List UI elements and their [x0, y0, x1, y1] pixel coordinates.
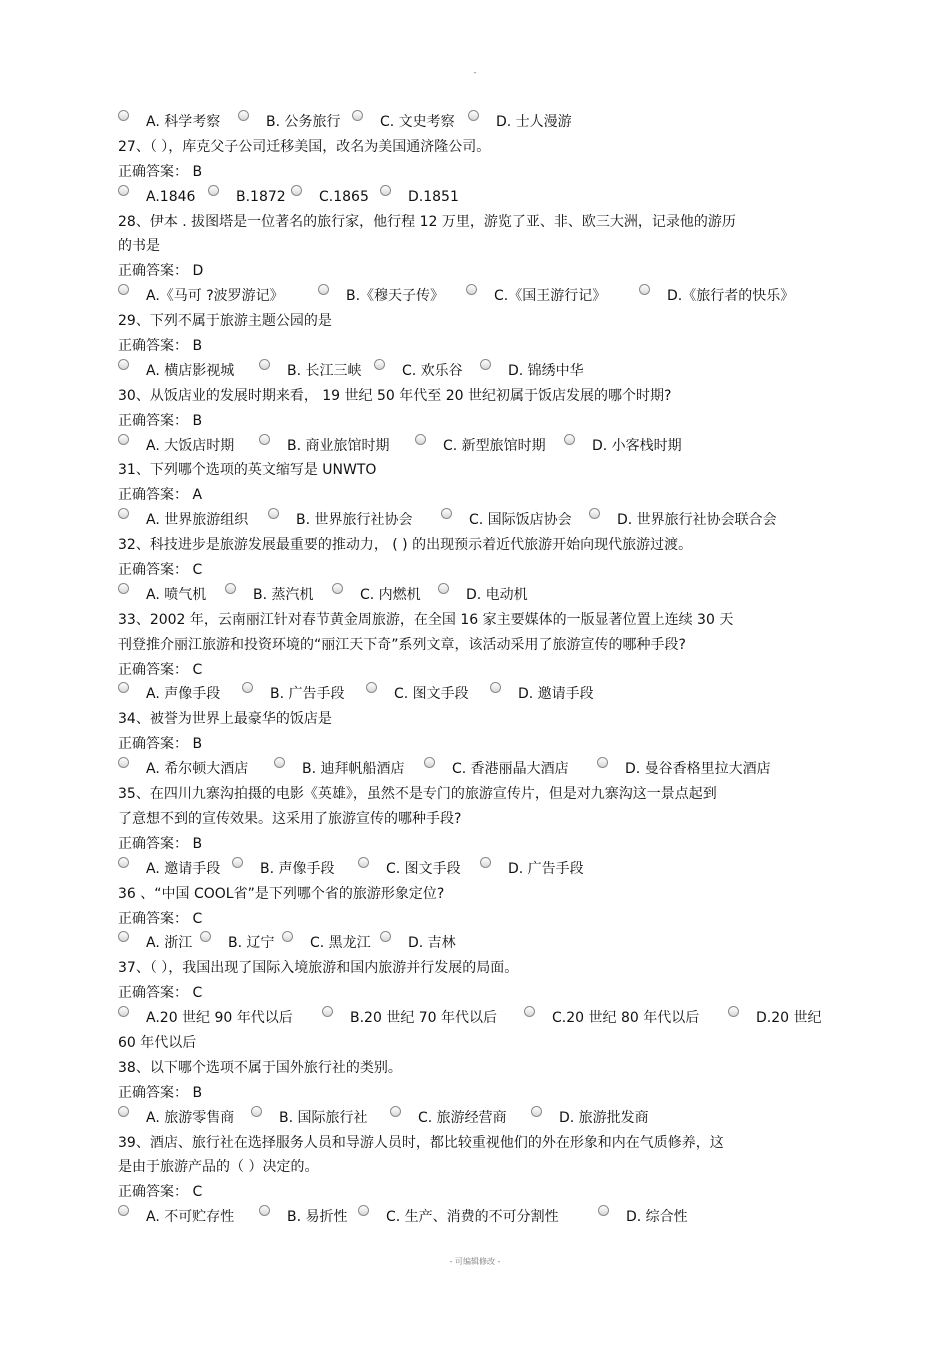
- answer-option-label: B. 国际旅行社: [279, 1109, 368, 1126]
- answer-option[interactable]: [380, 185, 459, 210]
- radio-button-icon[interactable]: [118, 682, 129, 693]
- radio-button-icon[interactable]: [597, 757, 608, 768]
- radio-button-icon[interactable]: [118, 583, 129, 594]
- question-text-line: 正确答案： B: [118, 1084, 203, 1101]
- radio-button-icon[interactable]: [118, 359, 129, 370]
- answer-option[interactable]: [597, 757, 771, 782]
- answer-option-label: C. 图文手段: [394, 686, 469, 703]
- radio-button-icon[interactable]: [480, 857, 491, 868]
- answer-option[interactable]: [438, 583, 528, 608]
- question-text-line: 正确答案： C: [118, 661, 203, 678]
- radio-button-icon[interactable]: [208, 185, 219, 196]
- answer-option-label: B. 迪拜帆船酒店: [302, 761, 405, 778]
- radio-button-icon[interactable]: [118, 931, 129, 942]
- answer-option-label: D. 锦绣中华: [508, 362, 584, 379]
- question-text-line: 是由于旅游产品的（ ）决定的。: [118, 1159, 319, 1176]
- answer-option-label: B.20 世纪 70 年代以后: [350, 1010, 498, 1027]
- answer-option-label: B.《穆天子传》: [346, 288, 445, 305]
- answer-option[interactable]: [232, 857, 335, 882]
- answer-option-label: B. 长江三峡: [287, 362, 362, 379]
- radio-button-icon[interactable]: [225, 583, 236, 594]
- answer-option-label: B. 世界旅行社协会: [296, 512, 413, 529]
- answer-option-label: D.20 世纪: [756, 1010, 822, 1027]
- radio-button-icon[interactable]: [366, 682, 377, 693]
- question-text-line: 正确答案： C: [118, 1184, 203, 1201]
- page-footer: - 可编辑修改 -: [449, 1257, 501, 1266]
- radio-button-icon[interactable]: [274, 757, 285, 768]
- answer-option-label: B. 易折性: [287, 1209, 348, 1226]
- answer-option-label: B. 广告手段: [270, 686, 345, 703]
- answer-option[interactable]: [242, 682, 345, 707]
- question-text-line: 60 年代以后: [118, 1034, 197, 1051]
- answer-option-label: D. 士人漫游: [496, 114, 572, 130]
- answer-option[interactable]: [291, 185, 369, 210]
- radio-button-icon[interactable]: [332, 583, 343, 594]
- answer-option[interactable]: [589, 508, 777, 533]
- radio-button-icon[interactable]: [118, 434, 129, 445]
- radio-button-icon[interactable]: [415, 434, 426, 445]
- answer-option[interactable]: [118, 110, 220, 135]
- radio-button-icon[interactable]: [424, 757, 435, 768]
- answer-option-label: C. 黑龙江: [310, 935, 371, 952]
- radio-button-icon[interactable]: [259, 434, 270, 445]
- answer-options-row: [118, 1106, 838, 1131]
- answer-option-label: A. 喷气机: [146, 586, 207, 603]
- answer-option[interactable]: [118, 931, 192, 956]
- radio-button-icon[interactable]: [291, 185, 302, 196]
- answer-option[interactable]: [118, 1006, 293, 1031]
- radio-button-icon[interactable]: [118, 110, 129, 121]
- question-text-line: 正确答案： B: [118, 338, 203, 355]
- radio-button-icon[interactable]: [282, 931, 293, 942]
- radio-button-icon[interactable]: [438, 583, 449, 594]
- answer-option[interactable]: [358, 857, 461, 882]
- answer-options-row: [118, 682, 838, 707]
- answer-option[interactable]: [118, 185, 195, 210]
- answer-option-label: A. 声像手段: [146, 686, 221, 703]
- answer-option[interactable]: [118, 757, 248, 782]
- question-text-line: 31、下列哪个选项的英文缩写是 UNWTO: [118, 462, 377, 479]
- radio-button-icon[interactable]: [118, 185, 129, 196]
- answer-option[interactable]: [225, 583, 314, 608]
- question-text-line: 38、以下哪个选项不属于国外旅行社的类别。: [118, 1059, 402, 1076]
- answer-option-label: C. 生产、消费的不可分割性: [386, 1209, 559, 1226]
- question-text-line: 39、酒店、旅行社在选择服务人员和导游人员时，都比较重视他们的外在形象和内在气质修养，这: [118, 1134, 724, 1151]
- answer-option[interactable]: [118, 508, 248, 533]
- answer-option-label: C. 欢乐谷: [402, 362, 463, 379]
- answer-option-label: A. 大饭店时期: [146, 437, 235, 454]
- answer-option-label: A.20 世纪 90 年代以后: [146, 1010, 293, 1027]
- answer-option[interactable]: [390, 1106, 507, 1131]
- question-text-line: 28、伊本 . 拔图塔是一位著名的旅行家，他行程 12 万里，游览了亚、非、欧三大洲，记录他的游历: [118, 213, 736, 230]
- question-text-line: 了意想不到的宣传效果。这采用了旅游宣传的哪种手段?: [118, 810, 462, 827]
- question-list: [118, 110, 838, 1230]
- radio-button-icon[interactable]: [238, 110, 249, 121]
- answer-option[interactable]: [282, 931, 371, 956]
- answer-option[interactable]: [259, 359, 362, 384]
- answer-option-label: A. 不可贮存性: [146, 1209, 235, 1226]
- answer-option[interactable]: [200, 931, 275, 956]
- answer-option[interactable]: [352, 110, 455, 135]
- radio-button-icon[interactable]: [598, 1205, 609, 1216]
- answer-option[interactable]: [564, 434, 682, 459]
- answer-options-row: [118, 508, 838, 533]
- radio-button-icon[interactable]: [589, 508, 600, 519]
- answer-option[interactable]: [118, 434, 234, 459]
- answer-option-label: B. 商业旅馆时期: [287, 437, 390, 454]
- answer-option[interactable]: [466, 284, 606, 309]
- radio-button-icon[interactable]: [118, 757, 129, 768]
- answer-option-label: D.《旅行者的快乐》: [667, 288, 795, 305]
- answer-option[interactable]: [728, 1006, 822, 1031]
- radio-button-icon[interactable]: [242, 682, 253, 693]
- radio-button-icon[interactable]: [380, 931, 391, 942]
- answer-option-label: D. 邀请手段: [518, 686, 594, 703]
- answer-option[interactable]: [118, 583, 206, 608]
- radio-button-icon[interactable]: [490, 682, 501, 693]
- answer-option-label: D. 综合性: [626, 1209, 688, 1226]
- answer-option-label: D.1851: [408, 188, 459, 205]
- answer-option-label: D. 世界旅行社协会联合会: [617, 512, 777, 529]
- answer-option[interactable]: [259, 434, 390, 459]
- answer-option[interactable]: [118, 284, 284, 309]
- answer-option-label: C. 旅游经营商: [418, 1109, 507, 1126]
- radio-button-icon[interactable]: [268, 508, 279, 519]
- radio-button-icon[interactable]: [480, 359, 491, 370]
- radio-button-icon[interactable]: [259, 1205, 270, 1216]
- radio-button-icon[interactable]: [118, 1006, 129, 1017]
- answer-option[interactable]: [380, 931, 456, 956]
- question-text-line: 29、下列不属于旅游主题公园的是: [118, 313, 332, 330]
- answer-options-row: [118, 185, 838, 210]
- question-text-line: 30、从饭店业的发展时期来看， 19 世纪 50 年代至 20 世纪初属于饭店发展的哪个时期?: [118, 387, 672, 404]
- answer-options-row: [118, 1205, 838, 1230]
- radio-button-icon[interactable]: [200, 931, 211, 942]
- answer-option-label: A. 横店影视城: [146, 362, 235, 379]
- answer-options-row: [118, 931, 838, 956]
- radio-button-icon[interactable]: [466, 284, 477, 295]
- answer-option[interactable]: [322, 1006, 497, 1031]
- answer-option-label: D. 曼谷香格里拉大酒店: [625, 761, 771, 778]
- answer-option[interactable]: [118, 1205, 234, 1230]
- answer-option-label: A. 希尔顿大酒店: [146, 761, 249, 778]
- answer-option-label: D. 小客栈时期: [592, 437, 682, 454]
- answer-option[interactable]: [480, 359, 584, 384]
- question-text-line: 正确答案： C: [118, 910, 203, 927]
- answer-option[interactable]: [468, 110, 572, 135]
- answer-option-label: C.《国王游行记》: [494, 288, 607, 305]
- answer-option[interactable]: [531, 1106, 649, 1131]
- question-text-line: 正确答案： B: [118, 412, 203, 429]
- radio-button-icon[interactable]: [358, 857, 369, 868]
- question-text-line: 36 、“中国 COOL省”是下列哪个省的旅游形象定位?: [118, 885, 445, 902]
- top-mark: -: [473, 68, 477, 78]
- answer-option[interactable]: [332, 583, 421, 608]
- answer-options-row: [118, 583, 838, 608]
- answer-option-label: B. 声像手段: [260, 860, 335, 877]
- answer-option[interactable]: [366, 682, 469, 707]
- answer-option[interactable]: [358, 1205, 559, 1230]
- answer-option[interactable]: [441, 508, 572, 533]
- answer-option[interactable]: [118, 1106, 234, 1131]
- radio-button-icon[interactable]: [232, 857, 243, 868]
- answer-option-label: C. 内燃机: [360, 586, 421, 603]
- answer-option[interactable]: [480, 857, 584, 882]
- answer-option-label: A. 世界旅游组织: [146, 512, 249, 529]
- question-text-line: 35、在四川九寨沟拍摄的电影《英雄》，虽然不是专门的旅游宣传片，但是对九寨沟这一景点起到: [118, 786, 717, 803]
- question-text-line: 正确答案： C: [118, 985, 203, 1002]
- answer-option[interactable]: [238, 110, 341, 135]
- answer-option-label: C. 国际饭店协会: [469, 512, 572, 529]
- answer-option[interactable]: [259, 1205, 348, 1230]
- answer-options-row: [118, 1006, 838, 1031]
- answer-option-label: A.1846: [146, 188, 196, 205]
- answer-option-label: A. 旅游零售商: [146, 1109, 235, 1126]
- question-text-line: 正确答案： A: [118, 487, 203, 504]
- answer-option[interactable]: [424, 757, 569, 782]
- answer-option-label: C. 文史考察: [380, 114, 455, 130]
- answer-options-row: [118, 857, 838, 882]
- radio-button-icon[interactable]: [118, 508, 129, 519]
- radio-button-icon[interactable]: [358, 1205, 369, 1216]
- answer-options-row: [118, 110, 838, 135]
- answer-option-label: B. 蒸汽机: [253, 586, 314, 603]
- answer-option-label: A. 浙江: [146, 935, 193, 952]
- question-text-line: 37、（ ），我国出现了国际入境旅游和国内旅游并行发展的局面。: [118, 960, 519, 977]
- question-text-line: 34、被誉为世界上最豪华的饭店是: [118, 711, 332, 728]
- question-text-line: 正确答案： D: [118, 263, 204, 280]
- question-text-line: 正确答案： B: [118, 835, 203, 852]
- question-text-line: 正确答案： C: [118, 562, 203, 579]
- answer-option-label: D. 电动机: [466, 586, 528, 603]
- radio-button-icon[interactable]: [564, 434, 575, 445]
- answer-options-row: [118, 757, 838, 782]
- answer-option[interactable]: [598, 1205, 688, 1230]
- answer-option-label: A. 邀请手段: [146, 860, 221, 877]
- answer-option[interactable]: [208, 185, 286, 210]
- answer-option[interactable]: [490, 682, 594, 707]
- answer-option-label: C. 香港丽晶大酒店: [452, 761, 569, 778]
- radio-button-icon[interactable]: [352, 110, 363, 121]
- answer-option[interactable]: [374, 359, 463, 384]
- question-text-line: 32、科技进步是旅游发展最重要的推动力， ( ) 的出现预示着近代旅游开始向现代旅游过渡。: [118, 537, 693, 554]
- radio-button-icon[interactable]: [374, 359, 385, 370]
- answer-option-label: B. 辽宁: [228, 935, 275, 952]
- answer-option[interactable]: [118, 682, 220, 707]
- radio-button-icon[interactable]: [380, 185, 391, 196]
- radio-button-icon[interactable]: [118, 1205, 129, 1216]
- question-text-line: 正确答案： B: [118, 736, 203, 753]
- radio-button-icon[interactable]: [322, 1006, 333, 1017]
- answer-option-label: B.1872: [236, 188, 286, 205]
- answer-option-label: B. 公务旅行: [266, 114, 341, 130]
- answer-options-row: [118, 284, 838, 309]
- radio-button-icon[interactable]: [118, 284, 129, 295]
- answer-option-label: C.1865: [319, 188, 369, 205]
- radio-button-icon[interactable]: [468, 110, 479, 121]
- question-text-line: 33、2002 年，云南丽江针对春节黄金周旅游，在全国 16 家主要媒体的一版显著位置上连续 30 天: [118, 611, 734, 628]
- answer-option[interactable]: [639, 284, 794, 309]
- radio-button-icon[interactable]: [251, 1106, 262, 1117]
- answer-option[interactable]: [415, 434, 546, 459]
- radio-button-icon[interactable]: [118, 1106, 129, 1117]
- answer-option-label: A. 科学考察: [146, 114, 221, 130]
- radio-button-icon[interactable]: [524, 1006, 535, 1017]
- answer-option[interactable]: [118, 857, 220, 882]
- answer-options-row: [118, 434, 838, 459]
- radio-button-icon[interactable]: [441, 508, 452, 519]
- answer-option-label: D. 旅游批发商: [559, 1109, 649, 1126]
- answer-option-label: D. 吉林: [408, 935, 456, 952]
- radio-button-icon[interactable]: [118, 857, 129, 868]
- answer-option-label: C. 新型旅馆时期: [443, 437, 546, 454]
- radio-button-icon[interactable]: [531, 1106, 542, 1117]
- answer-option[interactable]: [318, 284, 444, 309]
- answer-option-label: C. 图文手段: [386, 860, 461, 877]
- answer-option[interactable]: [524, 1006, 699, 1031]
- answer-option[interactable]: [274, 757, 405, 782]
- answer-option-label: C.20 世纪 80 年代以后: [552, 1010, 700, 1027]
- answer-option[interactable]: [251, 1106, 368, 1131]
- radio-button-icon[interactable]: [390, 1106, 401, 1117]
- radio-button-icon[interactable]: [639, 284, 650, 295]
- radio-button-icon[interactable]: [318, 284, 329, 295]
- question-text-line: 正确答案： B: [118, 163, 203, 180]
- answer-options-row: [118, 359, 838, 384]
- question-text-line: 27、（ ），库克父子公司迁移美国，改名为美国通济隆公司。: [118, 138, 491, 155]
- answer-option-label: D. 广告手段: [508, 860, 584, 877]
- question-text-line: 的书是: [118, 238, 160, 255]
- answer-option[interactable]: [268, 508, 413, 533]
- answer-option[interactable]: [118, 359, 234, 384]
- answer-option-label: A.《马可 ?波罗游记》: [146, 288, 284, 305]
- radio-button-icon[interactable]: [728, 1006, 739, 1017]
- question-text-line: 刊登推介丽江旅游和投资环境的“丽江天下奇”系列文章，该活动采用了旅游宣传的哪种手段?: [118, 636, 686, 653]
- radio-button-icon[interactable]: [259, 359, 270, 370]
